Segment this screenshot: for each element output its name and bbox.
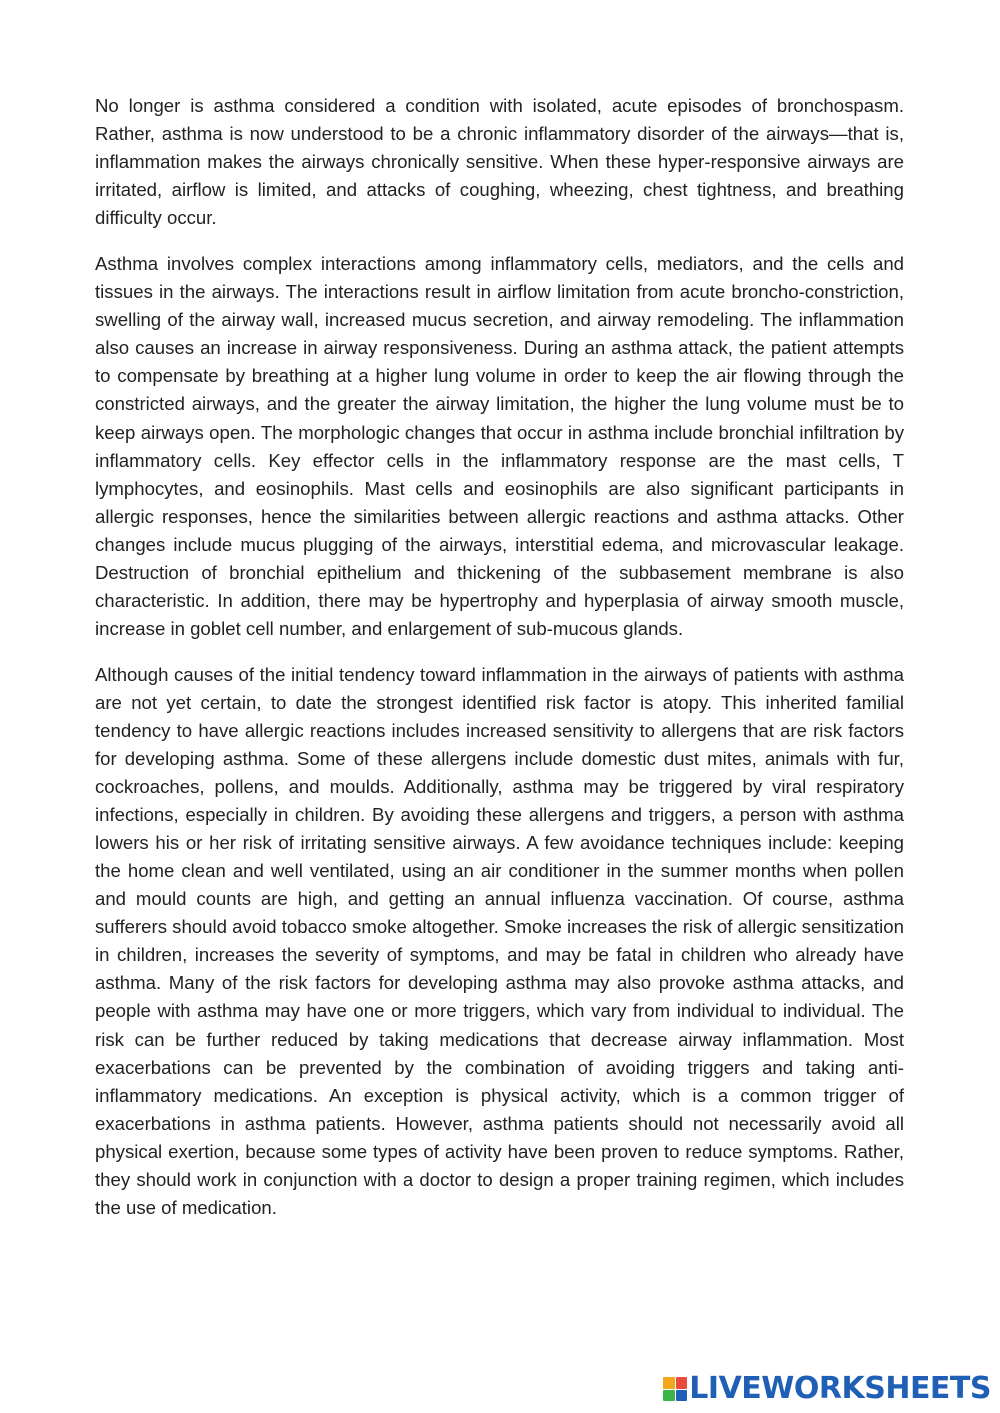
logo-square-4 [676, 1390, 688, 1402]
liveworksheets-logo-icon [663, 1377, 687, 1401]
logo-square-2 [676, 1377, 688, 1389]
document-body [95, 92, 904, 1240]
liveworksheets-brand[interactable] [663, 1371, 991, 1407]
logo-square-3 [663, 1390, 675, 1402]
logo-square-1 [663, 1377, 675, 1389]
brand-name: LIVEWORKSHEETS [689, 1371, 991, 1406]
paragraph-1: No longer is asthma considered a condition with isolated, acute episodes of bronchospasm. Rather, asthma is now understood to be a chronic inflammatory disorder of the airways—that is, inflammation makes the airways chronically sensitive. When these hyper-responsive airways are irritated, airflow is limited, and attacks of coughing, wheezing, chest tightness, and breathing difficulty occur. [95, 95, 904, 229]
paragraph-2: Asthma involves complex interactions among inflammatory cells, mediators, and the cells and tissues in the airways. The interactions result in airflow limitation from acute broncho-constriction, swelling of the airway wall, increased mucus secretion, and airway remodeling. The inflammation also causes an increase in airway responsiveness. During an asthma attack, the patient attempts to compensate by breathing at a higher lung volume in order to keep the air flowing through the constricted airways, and the greater the airway limitation, the higher the lung volume must be to keep airways open. The morphologic changes that occur in asthma include bronchial infiltration by inflammatory cells. Key effector cells in the inflammatory response are the mast cells, T lymphocytes, and eosinophils. Mast cells and eosinophils are also significant participants in allergic responses, hence the similarities between allergic reactions and asthma attacks. Other changes include mucus plugging of the airways, interstitial edema, and microvascular leakage. Destruction of bronchial epithelium and thickening of the subbasement membrane is also characteristic. In addition, there may be hypertrophy and hyperplasia of airway smooth muscle, increase in goblet cell number, and enlargement of sub-mucous glands. [95, 253, 904, 639]
paragraph-3: Although causes of the initial tendency toward inflammation in the airways of patients with asthma are not yet certain, to date the strongest identified risk factor is atopy. This inherited familial tendency to have allergic reactions includes increased sensitivity to allergens that are risk factors for developing asthma. Some of these allergens include domestic dust mites, animals with fur, cockroaches, pollens, and moulds. Additionally, asthma may be triggered by viral respiratory infections, especially in children. By avoiding these allergens and triggers, a person with asthma lowers his or her risk of irritating sensitive airways. A few avoidance techniques include: keeping the home clean and well ventilated, using an air conditioner in the summer months when pollen and mould counts are high, and getting an annual influenza vaccination. Of course, asthma sufferers should avoid tobacco smoke altogether. Smoke increases the risk of allergic sensitization in children, increases the severity of symptoms, and may be fatal in children who already have asthma. Many of the risk factors for developing asthma may also provoke asthma attacks, and people with asthma may have one or more triggers, which vary from individual to individual. The risk can be further reduced by taking medications that decrease airway inflammation. Most exacerbations can be prevented by the combination of avoiding triggers and taking anti-inflammatory medications. An exception is physical activity, which is a common trigger of exacerbations in asthma patients. However, asthma patients should not necessarily avoid all physical exertion, because some types of activity have been proven to reduce symptoms. Rather, they should work in conjunction with a doctor to design a proper training regimen, which includes the use of medication. [95, 663, 904, 1218]
